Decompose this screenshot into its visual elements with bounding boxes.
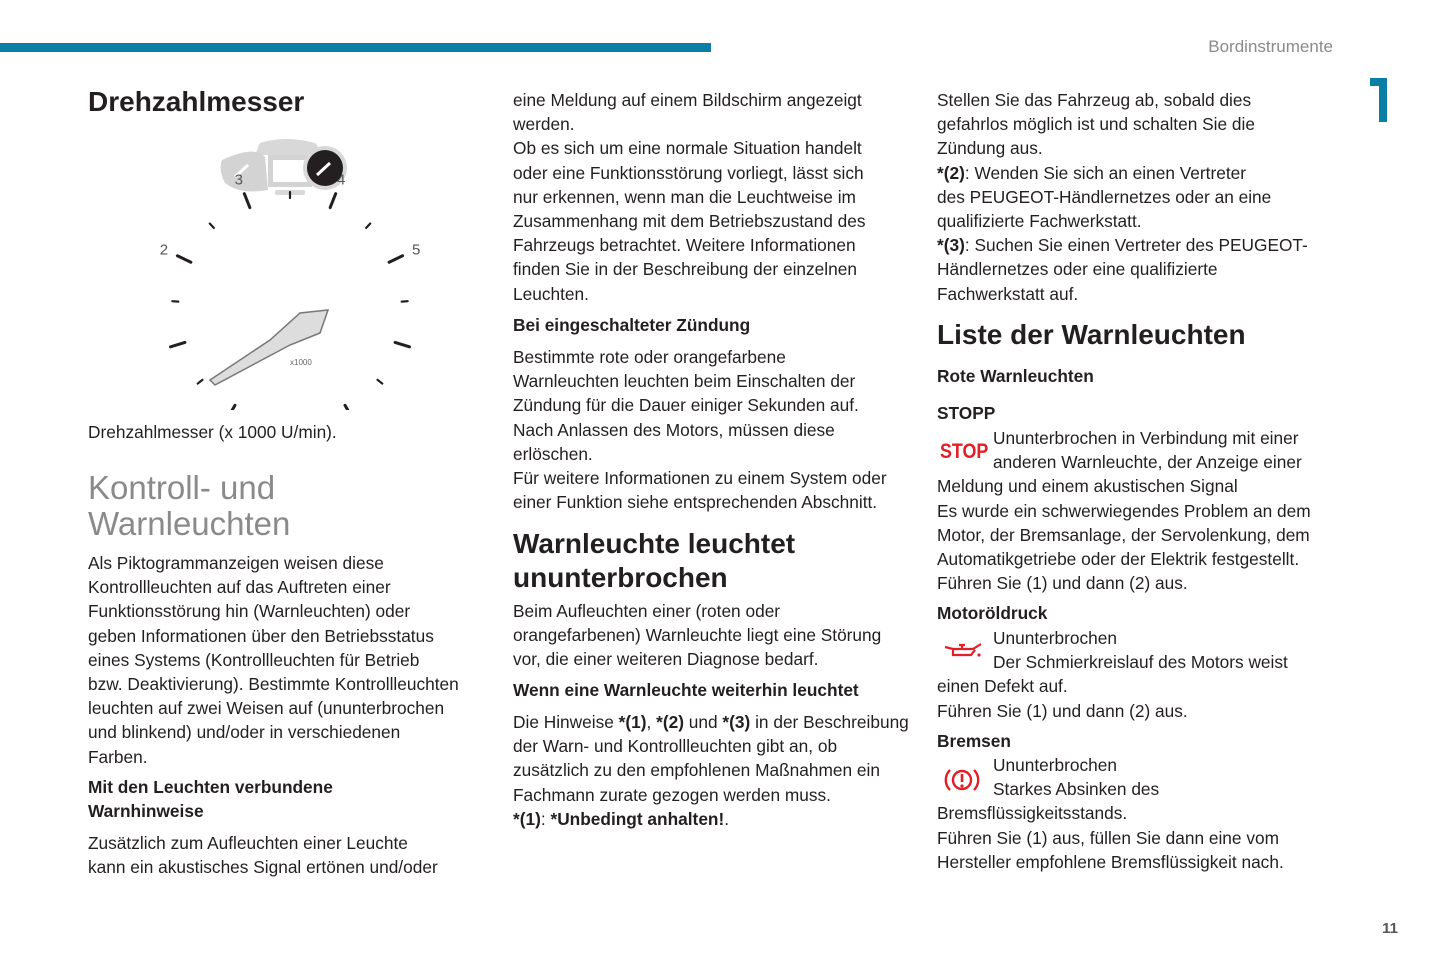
text-segment: anderen Warnleuchte, der Anzeige einer — [993, 452, 1302, 473]
text-line — [513, 282, 866, 306]
text-line — [513, 257, 866, 281]
text-line — [513, 490, 887, 514]
text-line — [513, 313, 750, 337]
subheading — [937, 729, 1011, 753]
text-line — [513, 161, 866, 185]
text-segment: Stellen Sie das Fahrzeug ab, sobald dies — [937, 90, 1252, 110]
text-line — [88, 599, 459, 623]
text-line — [937, 209, 1308, 233]
gauge-label: 3 — [234, 171, 244, 189]
text-line — [88, 696, 459, 720]
text-segment: werden. — [513, 114, 575, 135]
text-line — [513, 710, 909, 734]
text-line — [937, 88, 1308, 112]
text-segment: Bei eingeschalteter Zündung — [513, 315, 751, 335]
text-segment: Ununterbrochen — [993, 755, 1117, 775]
chapter-color-bar — [0, 43, 711, 52]
text-segment: Fahrzeugs betrachtet. Weitere Informationen — [513, 235, 856, 256]
text-line — [513, 623, 881, 647]
text-line — [88, 470, 290, 506]
text-segment: Es wurde ein schwerwiegendes Problem an dem — [937, 500, 1311, 521]
text-line — [937, 674, 1288, 698]
text-segment: Warnhinweise — [88, 801, 204, 822]
text-line — [937, 450, 1311, 474]
text-line — [513, 783, 909, 807]
gauge-tick — [395, 342, 409, 346]
text-segment: nur erkennen, wenn man die Leuchtweise im — [513, 186, 856, 207]
gauge-tick — [330, 194, 335, 208]
text-line — [513, 112, 866, 136]
text-segment: Liste der Warnleuchten — [937, 319, 1246, 350]
text-line — [937, 364, 1094, 388]
paragraph — [937, 426, 1311, 595]
text-segment: . — [724, 808, 730, 829]
text-segment: Hersteller empfohlene Bremsflüssigkeit nach. — [937, 851, 1284, 872]
text-segment: Die Hinweise — [513, 712, 619, 732]
text-segment: : Suchen Sie einen Vertreter des PEUGEOT- — [964, 235, 1308, 256]
text-line — [937, 699, 1288, 723]
text-segment: oder eine Funktionsstörung vorliegt, lässt sich — [513, 162, 864, 183]
text-line — [513, 527, 795, 561]
text-line — [937, 753, 1284, 777]
text-segment: *(3) — [937, 235, 965, 256]
text-segment: geben Informationen über den Betriebsstatus — [88, 625, 434, 646]
text-line — [513, 647, 881, 671]
subheading — [88, 775, 333, 823]
text-segment: einer Funktion siehe entsprechenden Abschnitt. — [513, 492, 878, 513]
text-line — [88, 672, 459, 696]
text-line — [937, 318, 1246, 352]
text-segment: eines Systems (Kontrollleuchten für Betrieb — [88, 649, 420, 670]
text-line — [937, 626, 1288, 650]
text-segment: Motoröldruck — [937, 603, 1048, 623]
text-segment: *(2) — [656, 712, 684, 732]
text-line — [88, 575, 459, 599]
text-segment: Warnleuchten leuchten beim Einschalten der — [513, 371, 856, 392]
text-segment: in der Beschreibung — [750, 712, 909, 732]
text-line — [937, 729, 1011, 753]
gauge-label: 5 — [411, 241, 420, 259]
text-segment: Warnleuchte leuchtet — [513, 528, 796, 559]
text-line — [513, 209, 866, 233]
text-segment: *Unbedingt anhalten! — [550, 808, 725, 829]
text-segment: und — [683, 712, 723, 732]
subheading — [937, 364, 1094, 388]
text-line — [937, 601, 1047, 625]
text-segment: Zündung für die Dauer einiger Sekunden auf. — [513, 395, 859, 416]
gauge-tick — [366, 223, 370, 227]
text-line — [513, 678, 859, 702]
text-segment: des PEUGEOT-Händlernetzes oder an eine — [937, 186, 1272, 207]
text-line — [88, 420, 337, 444]
text-segment: *(3) — [722, 712, 751, 732]
heading — [88, 470, 290, 542]
text-segment: Ununterbrochen — [993, 628, 1117, 648]
text-segment: der Warn- und Kontrollleuchten gibt an, ob — [513, 736, 838, 757]
text-segment: Als Piktogrammanzeigen weisen diese — [88, 553, 384, 573]
heading — [513, 527, 795, 595]
gauge-tick — [198, 380, 203, 384]
text-line — [513, 442, 887, 466]
chapter-number — [1370, 78, 1388, 122]
text-segment: erlöschen. — [513, 443, 593, 464]
text-segment: Zündung aus. — [937, 138, 1043, 159]
text-segment: leuchten auf zwei Weisen auf (ununterbrochen — [88, 698, 445, 719]
paragraph — [513, 345, 887, 514]
text-line — [937, 801, 1284, 825]
text-segment: vor, die einer weiteren Diagnose bedarf. — [513, 649, 819, 670]
text-segment: Rote Warnleuchten — [937, 366, 1094, 386]
paragraph — [513, 710, 909, 831]
text-segment: Bestimmte rote oder orangefarbene — [513, 347, 786, 367]
text-segment: und blinkend) und/oder in verschiedenen — [88, 722, 401, 743]
text-line — [513, 807, 909, 831]
gauge-tick — [228, 405, 236, 410]
text-segment: , — [646, 712, 657, 732]
text-segment: ununterbrochen — [513, 562, 728, 593]
gauge-unit-label: x1000 — [290, 358, 312, 367]
text-segment: Zusätzlich zum Aufleuchten einer Leuchte — [88, 833, 408, 853]
text-line — [513, 418, 887, 442]
text-segment: Bremsflüssigkeitsstands. — [937, 803, 1128, 824]
tachometer-illustration — [160, 135, 420, 410]
page-number: 11 — [1382, 920, 1398, 937]
gauge-tick — [389, 256, 403, 263]
paragraph — [937, 626, 1288, 723]
text-segment: orangefarbenen) Warnleuchte liegt eine Störung — [513, 625, 882, 646]
text-line — [937, 233, 1308, 257]
text-line — [513, 369, 887, 393]
text-line — [937, 185, 1308, 209]
text-segment: eine Meldung auf einem Bildschirm angezeigt — [513, 90, 862, 110]
gauge-tick — [171, 342, 185, 346]
text-segment: Für weitere Informationen zu einem System oder — [513, 467, 887, 488]
text-line — [513, 599, 881, 623]
text-segment: Ununterbrochen in Verbindung mit einer — [993, 428, 1299, 448]
gauge-tick — [210, 223, 214, 227]
text-segment: Starkes Absinken des — [993, 779, 1160, 800]
text-segment: Meldung und einem akustischen Signal — [937, 476, 1238, 497]
section-title: Bordinstrumente — [1208, 37, 1333, 56]
text-segment: *(1) — [513, 808, 541, 829]
text-line — [513, 233, 866, 257]
text-line — [88, 745, 459, 769]
subheading — [937, 401, 995, 425]
text-segment: Ob es sich um eine normale Situation handelt — [513, 138, 862, 159]
text-segment: Warnleuchten — [88, 505, 291, 542]
text-segment: bzw. Deaktivierung). Bestimmte Kontrollleuchten — [88, 673, 459, 694]
text-segment: Führen Sie (1) und dann (2) aus. — [937, 573, 1188, 594]
subheading — [513, 313, 750, 337]
gauge-tick — [244, 194, 249, 208]
text-line — [937, 112, 1308, 136]
text-line — [513, 88, 866, 112]
text-line — [937, 826, 1284, 850]
text-line — [88, 506, 290, 542]
text-line — [937, 499, 1311, 523]
text-line — [88, 775, 333, 799]
text-line — [937, 161, 1308, 185]
text-segment: Führen Sie (1) und dann (2) aus. — [937, 700, 1188, 721]
text-line — [513, 734, 909, 758]
text-segment: Mit den Leuchten verbundene — [88, 777, 333, 797]
text-segment: gefahrlos möglich ist und schalten Sie die — [937, 114, 1255, 135]
text-line — [513, 393, 887, 417]
text-segment: Drehzahlmesser (x 1000 U/min). — [88, 422, 337, 442]
text-segment: Der Schmierkreislauf des Motors weist — [993, 652, 1288, 673]
paragraph — [88, 420, 337, 444]
text-line — [513, 758, 909, 782]
text-line — [88, 624, 459, 648]
text-line — [937, 547, 1311, 571]
text-segment: Wenn eine Warnleuchte weiterhin leuchtet — [513, 680, 859, 700]
text-segment: Automatikgetriebe oder der Elektrik festgestellt. — [937, 548, 1300, 569]
gauge-needle — [210, 310, 328, 385]
text-segment: *(2) — [937, 162, 965, 183]
text-segment: Beim Aufleuchten einer (roten oder — [513, 601, 781, 621]
subheading — [513, 678, 859, 702]
gauge-label: 2 — [160, 241, 169, 259]
paragraph — [937, 88, 1308, 306]
paragraph — [88, 551, 459, 769]
text-line — [88, 799, 333, 823]
subheading — [937, 601, 1047, 625]
text-segment: Motor, der Bremsanlage, der Servolenkung, dem — [937, 524, 1310, 545]
text-segment: Drehzahlmesser — [88, 86, 305, 117]
text-segment: Zusammenhang mit dem Betriebszustand des — [513, 210, 866, 231]
text-segment: finden Sie in der Beschreibung der einzelnen — [513, 259, 857, 280]
paragraph — [513, 599, 881, 672]
text-segment: Führen Sie (1) aus, füllen Sie dann eine vom — [937, 827, 1279, 848]
text-line — [513, 185, 866, 209]
text-segment: Leuchten. — [513, 283, 589, 304]
text-segment: Händlernetzes oder eine qualifizierte — [937, 259, 1218, 280]
text-line — [88, 551, 459, 575]
heading — [937, 318, 1246, 352]
text-line — [937, 523, 1311, 547]
text-line — [513, 466, 887, 490]
stop-warning-icon: STOP — [940, 440, 989, 463]
text-segment: Fachmann zurate gezogen werden muss. — [513, 784, 831, 805]
text-line — [88, 85, 304, 119]
text-segment: Kontroll- und — [88, 469, 276, 506]
text-line — [88, 831, 438, 855]
text-line — [513, 136, 866, 160]
text-line — [937, 401, 995, 425]
text-segment: Funktionsstörung hin (Warnleuchten) oder — [88, 601, 411, 622]
text-line — [937, 426, 1311, 450]
text-segment: Kontrollleuchten auf das Auftreten einer — [88, 577, 391, 598]
gauge-tick — [177, 256, 191, 263]
text-segment: Bremsen — [937, 731, 1011, 751]
text-line — [937, 257, 1308, 281]
text-line — [937, 571, 1311, 595]
text-segment: einen Defekt auf. — [937, 676, 1068, 697]
text-line — [937, 474, 1311, 498]
text-line — [88, 720, 459, 744]
text-segment: : Wenden Sie sich an einen Vertreter — [964, 162, 1247, 183]
gauge-tick — [345, 405, 353, 410]
gauge-label: 4 — [336, 171, 346, 189]
text-line — [937, 136, 1308, 160]
text-segment: STOPP — [937, 403, 996, 423]
text-line — [88, 648, 459, 672]
text-line — [513, 561, 795, 595]
paragraph — [937, 753, 1284, 874]
gauge-tick — [378, 380, 383, 384]
paragraph — [513, 88, 866, 306]
text-line — [937, 777, 1284, 801]
paragraph — [88, 831, 438, 879]
heading — [88, 85, 304, 119]
text-segment: kann ein akustisches Signal ertönen und/oder — [88, 857, 438, 878]
text-segment: : — [540, 808, 551, 829]
text-line — [937, 850, 1284, 874]
text-segment: zusätzlich zu den empfohlenen Maßnahmen ein — [513, 760, 880, 781]
text-segment: *(1) — [618, 712, 647, 732]
text-line — [88, 855, 438, 879]
text-segment: Nach Anlassen des Motors, müssen diese — [513, 419, 835, 440]
text-segment: Fachwerkstatt auf. — [937, 283, 1079, 304]
text-line — [937, 282, 1308, 306]
text-segment: Farben. — [88, 746, 148, 767]
text-line — [937, 650, 1288, 674]
text-segment: qualifizierte Fachwerkstatt. — [937, 210, 1142, 231]
text-line — [513, 345, 887, 369]
